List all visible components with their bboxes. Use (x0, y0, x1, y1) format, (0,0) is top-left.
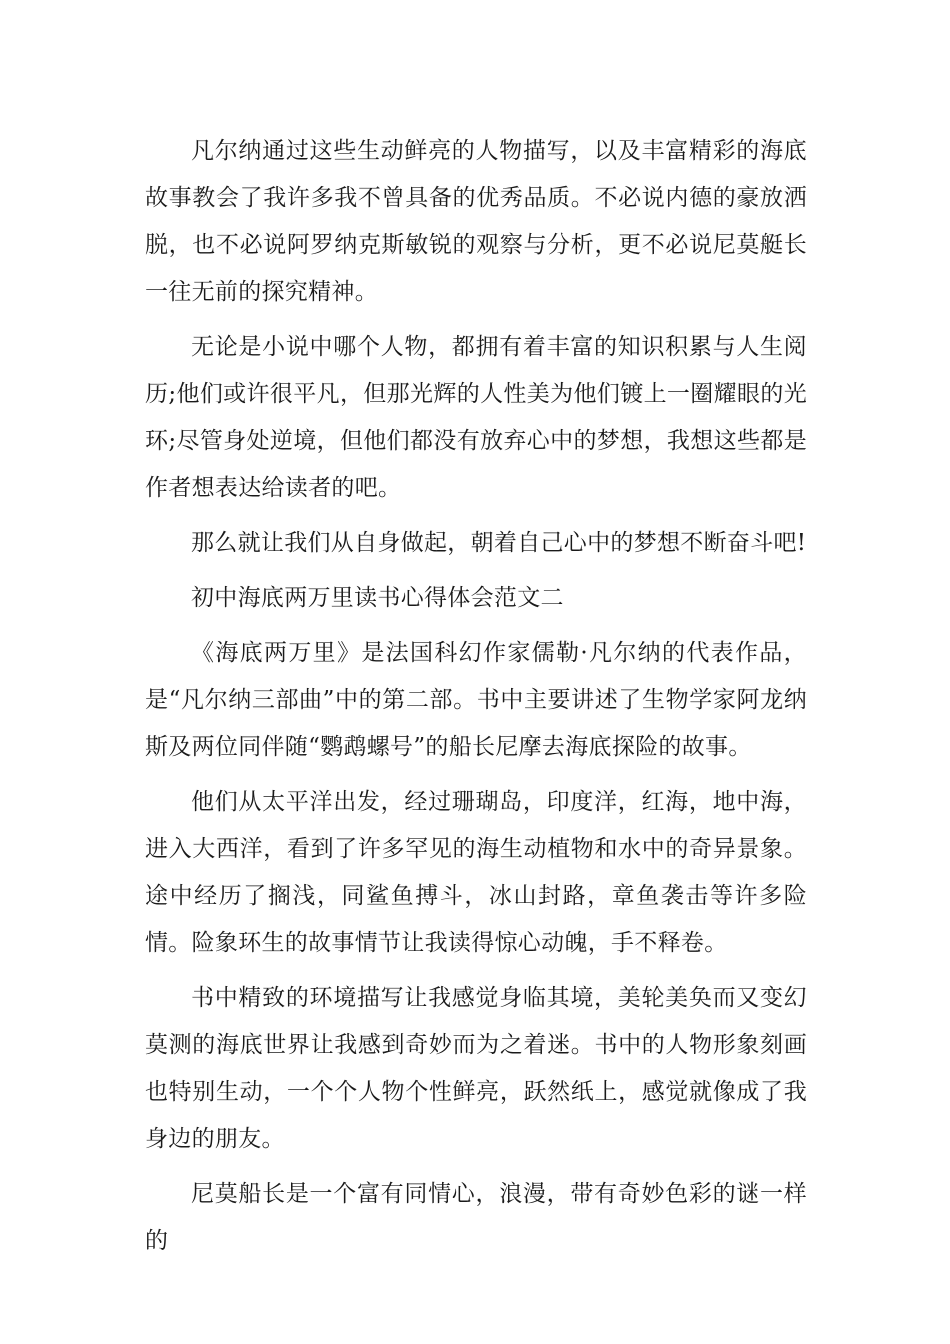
document-body (145, 128, 807, 1273)
paragraph: 尼莫船长是一个富有同情心，浪漫，带有奇妙色彩的谜一样的 (145, 1181, 807, 1254)
paragraph: 《海底两万里》是法国科幻作家儒勒·凡尔纳的代表作品，是“凡尔纳三部曲”中的第二部。书中主要讲述了生物学家阿龙纳斯及两位同伴随“鹦鹉螺号”的船长尼摩去海底探险的故事。 (145, 640, 807, 760)
paragraph: 他们从太平洋出发，经过珊瑚岛，印度洋，红海，地中海，进入大西洋，看到了许多罕见的海生动植物和水中的奇异景象。途中经历了搁浅，同鲨鱼搏斗，冰山封路，章鱼袭击等许多险情。险象环生的故事情节让我读得惊心动魄，手不释卷。 (145, 789, 807, 956)
paragraph: 凡尔纳通过这些生动鲜亮的人物描写，以及丰富精彩的海底故事教会了我许多我不曾具备的优秀品质。不必说内德的豪放洒脱，也不必说阿罗纳克斯敏锐的观察与分析，更不必说尼莫艇长一往无前的探究精神。 (145, 138, 807, 305)
paragraph: 那么就让我们从自身做起，朝着自己心中的梦想不断奋斗吧! (191, 530, 807, 556)
paragraph: 书中精致的环境描写让我感觉身临其境，美轮美奂而又变幻莫测的海底世界让我感到奇妙而为之着迷。书中的人物形象刻画也特别生动，一个个人物个性鲜亮，跃然纸上，感觉就像成了我身边的朋友。 (145, 985, 807, 1152)
paragraph: 无论是小说中哪个人物，都拥有着丰富的知识积累与人生阅历;他们或许很平凡，但那光辉的人性美为他们镀上一圈耀眼的光环;尽管身处逆境，但他们都没有放弃心中的梦想，我想这些都是作者想表达给读者的吧。 (145, 334, 807, 501)
section-heading: 初中海底两万里读书心得体会范文二 (191, 585, 564, 611)
